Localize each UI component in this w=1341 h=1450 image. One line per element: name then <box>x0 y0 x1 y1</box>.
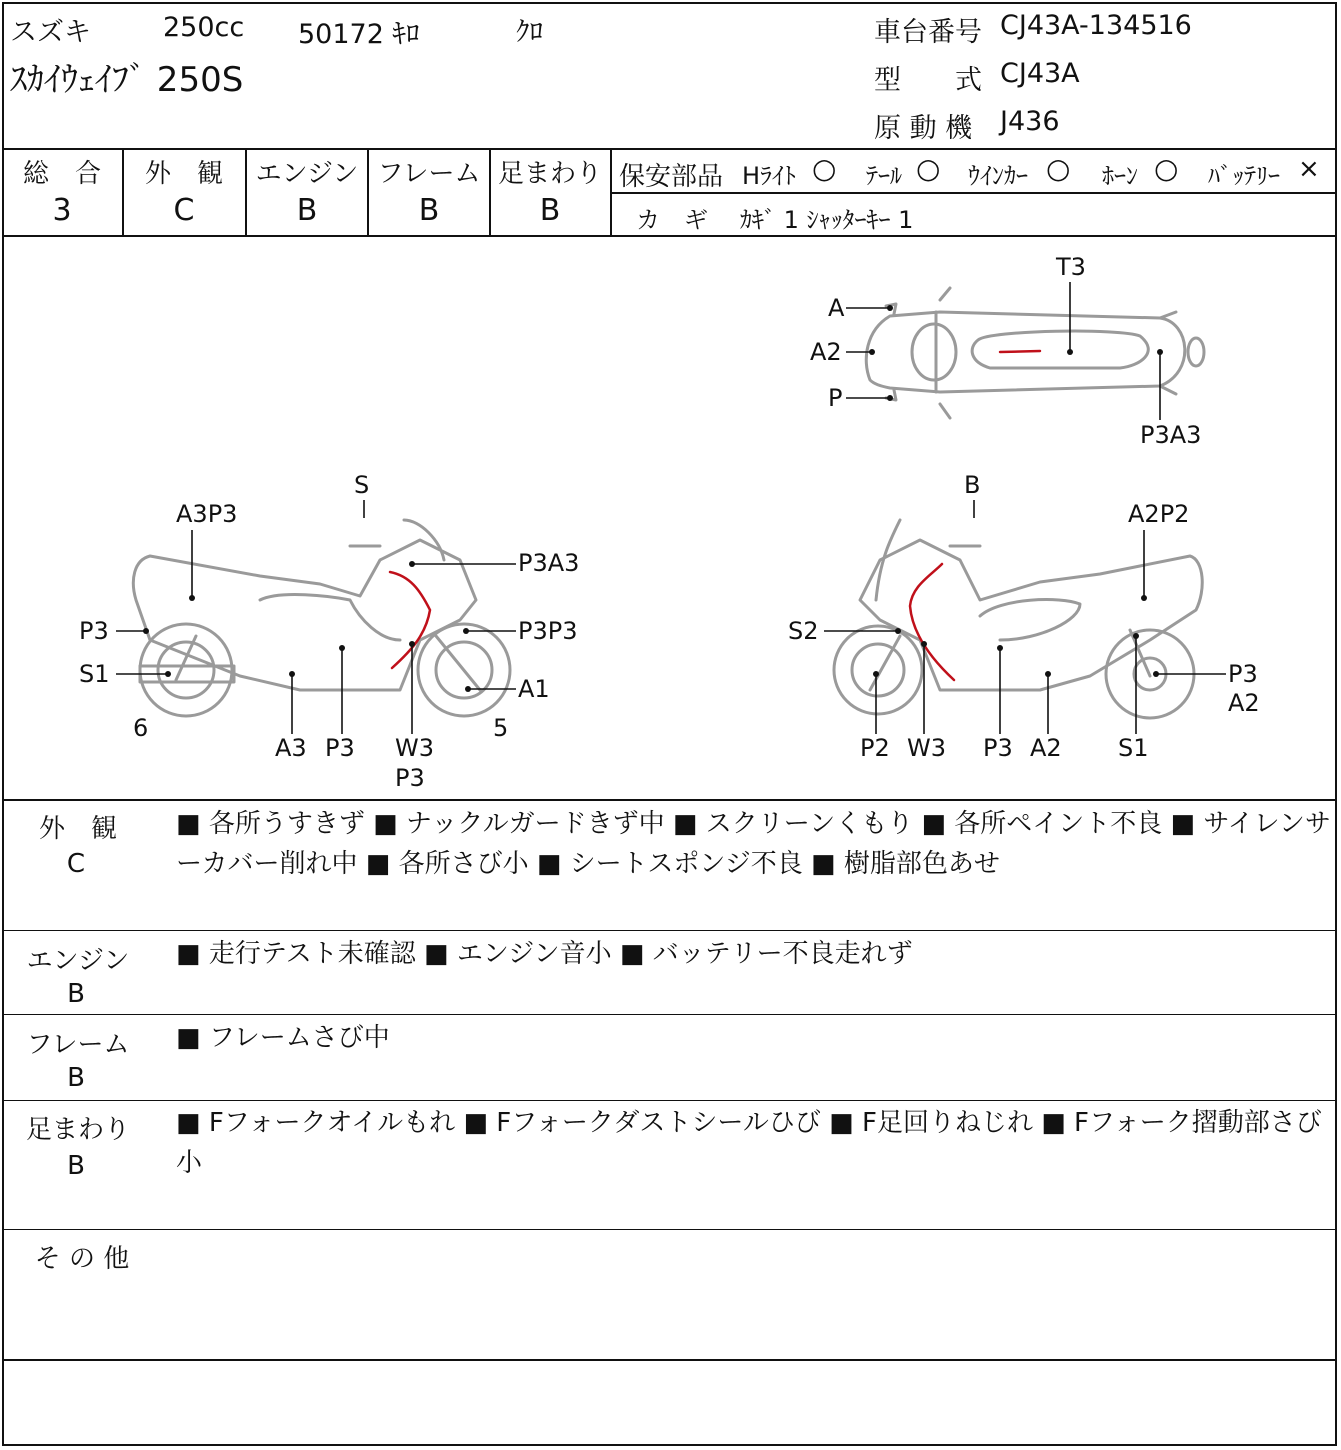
mileage: 50172 ｷﾛ <box>298 19 420 50</box>
section-engine-label: エンジン <box>26 946 130 976</box>
label-right-P3: P3 <box>1228 660 1258 688</box>
label-top-P: P <box>828 384 843 412</box>
label-right-P2: P2 <box>860 734 890 762</box>
label-left-S1: S1 <box>79 660 110 688</box>
label-top-A: A <box>828 294 845 322</box>
keys-value: ｶｷﾞ 1 ｼｬｯﾀｰｷｰ 1 <box>740 206 914 234</box>
label-left-W3P3: P3 <box>395 764 425 792</box>
section-frame-grade: B <box>67 1063 85 1093</box>
type-value: CJ43A <box>1000 58 1080 89</box>
safety-battery: ﾊﾞｯﾃﾘｰ <box>1208 162 1280 190</box>
frame-number: CJ43A-134516 <box>1000 10 1192 41</box>
divider <box>2 930 1337 931</box>
section-other-label: そ の 他 <box>34 1244 130 1274</box>
section-frame-text: ■ フレームさび中 <box>176 1023 390 1053</box>
label-right-P3b: P3 <box>983 734 1013 762</box>
section-suspension-label: 足まわり <box>25 1115 130 1145</box>
safety-tail-mark: ○ <box>916 152 941 185</box>
divider <box>245 148 247 237</box>
safety-headlight: Hﾗｲﾄ <box>742 162 797 190</box>
label-left-A1: A1 <box>518 675 550 703</box>
label-right-A2b: A2 <box>1030 734 1062 762</box>
divider <box>2 1014 1337 1015</box>
label-right-B: B <box>964 471 981 499</box>
damage-mark <box>1000 351 1040 352</box>
safety-headlight-mark: ○ <box>812 152 837 185</box>
label-left-P3b: P3 <box>325 734 355 762</box>
section-engine-text: ■ 走行テスト未確認 ■ エンジン音小 ■ バッテリー不良走れず <box>176 939 913 969</box>
frame-number-label: 車台番号 <box>874 17 982 48</box>
label-right-A2: A2 <box>1228 689 1260 717</box>
scooter-top-view <box>866 288 1204 418</box>
label-left-6: 6 <box>133 714 149 742</box>
overall-grade: 3 <box>52 193 72 228</box>
label-left-W3: W3 <box>395 734 434 762</box>
safety-horn-mark: ○ <box>1154 152 1179 185</box>
label-top-A2: A2 <box>810 338 842 366</box>
suspension-grade-label: 足まわり <box>497 159 602 189</box>
section-exterior-label: 外 観 <box>38 814 117 844</box>
safety-winker-mark: ○ <box>1046 152 1071 185</box>
divider <box>367 148 369 237</box>
label-left-P3A3: P3A3 <box>518 549 580 577</box>
frame-grade-label: フレーム <box>377 159 481 189</box>
label-right-S2: S2 <box>788 617 819 645</box>
label-left-S: S <box>354 471 370 499</box>
engine-label: 原 動 機 <box>874 113 973 144</box>
label-top-P3A3: P3A3 <box>1140 421 1202 449</box>
divider <box>122 148 124 237</box>
section-exterior-text: ■ 各所うすきず ■ ナックルガードきず中 ■ スクリーンくもり ■ 各所ペイント不良 ■ サイレンサーカバー削れ中 ■ 各所さび小 ■ シートスポンジ不良 ■ 樹脂部色あせ <box>176 809 1331 879</box>
exterior-label: 外 観 <box>144 159 223 189</box>
maker: スズキ <box>10 17 91 48</box>
safety-battery-mark: × <box>1298 154 1320 184</box>
section-frame-label: フレーム <box>26 1030 130 1060</box>
displacement: 250cc <box>163 12 245 43</box>
damage-mark <box>910 564 954 680</box>
label-right-A2P2: A2P2 <box>1128 500 1190 528</box>
engine-grade: B <box>296 193 318 228</box>
divider <box>2 799 1337 801</box>
safety-winker: ｳｲﾝｶｰ <box>968 162 1028 190</box>
label-left-A3P3: A3P3 <box>176 500 238 528</box>
scooter-left-view <box>133 520 510 716</box>
color: ｸﾛ <box>516 17 543 48</box>
damage-mark <box>390 572 430 668</box>
exterior-grade: C <box>173 193 195 228</box>
engine-grade-label: エンジン <box>255 159 359 189</box>
keys-label: カ ギ <box>636 206 708 234</box>
divider <box>2 1229 1337 1230</box>
model-name: ｽｶｲｳｪｲﾌﾞ 250S <box>10 60 244 100</box>
scooter-right-view <box>834 520 1202 718</box>
label-right-W3: W3 <box>907 734 946 762</box>
section-exterior-grade: C <box>66 849 86 879</box>
label-top-T3: T3 <box>1056 253 1086 281</box>
section-suspension-text: ■ Fフォークオイルもれ ■ Fフォークダストシールひび ■ F足回りねじれ ■ Fフォーク摺動部さび小 <box>176 1108 1322 1178</box>
divider <box>2 1100 1337 1101</box>
label-right-S1: S1 <box>1118 734 1149 762</box>
section-suspension-grade: B <box>67 1151 85 1181</box>
divider <box>2 1359 1337 1361</box>
section-engine-grade: B <box>67 979 85 1009</box>
divider <box>2 148 1337 150</box>
label-left-P3: P3 <box>79 617 109 645</box>
overall-label: 総 合 <box>22 159 101 189</box>
safety-label: 保安部品 <box>619 162 724 192</box>
engine-value: J436 <box>1000 106 1060 137</box>
label-left-P3P3: P3P3 <box>518 617 578 645</box>
frame-grade: B <box>418 193 440 228</box>
safety-horn: ﾎｰﾝ <box>1102 162 1138 190</box>
suspension-grade: B <box>539 193 561 228</box>
type-label: 型 式 <box>874 65 982 96</box>
label-left-A3: A3 <box>275 734 307 762</box>
safety-tail: ﾃｰﾙ <box>866 162 902 190</box>
label-left-5: 5 <box>493 714 509 742</box>
